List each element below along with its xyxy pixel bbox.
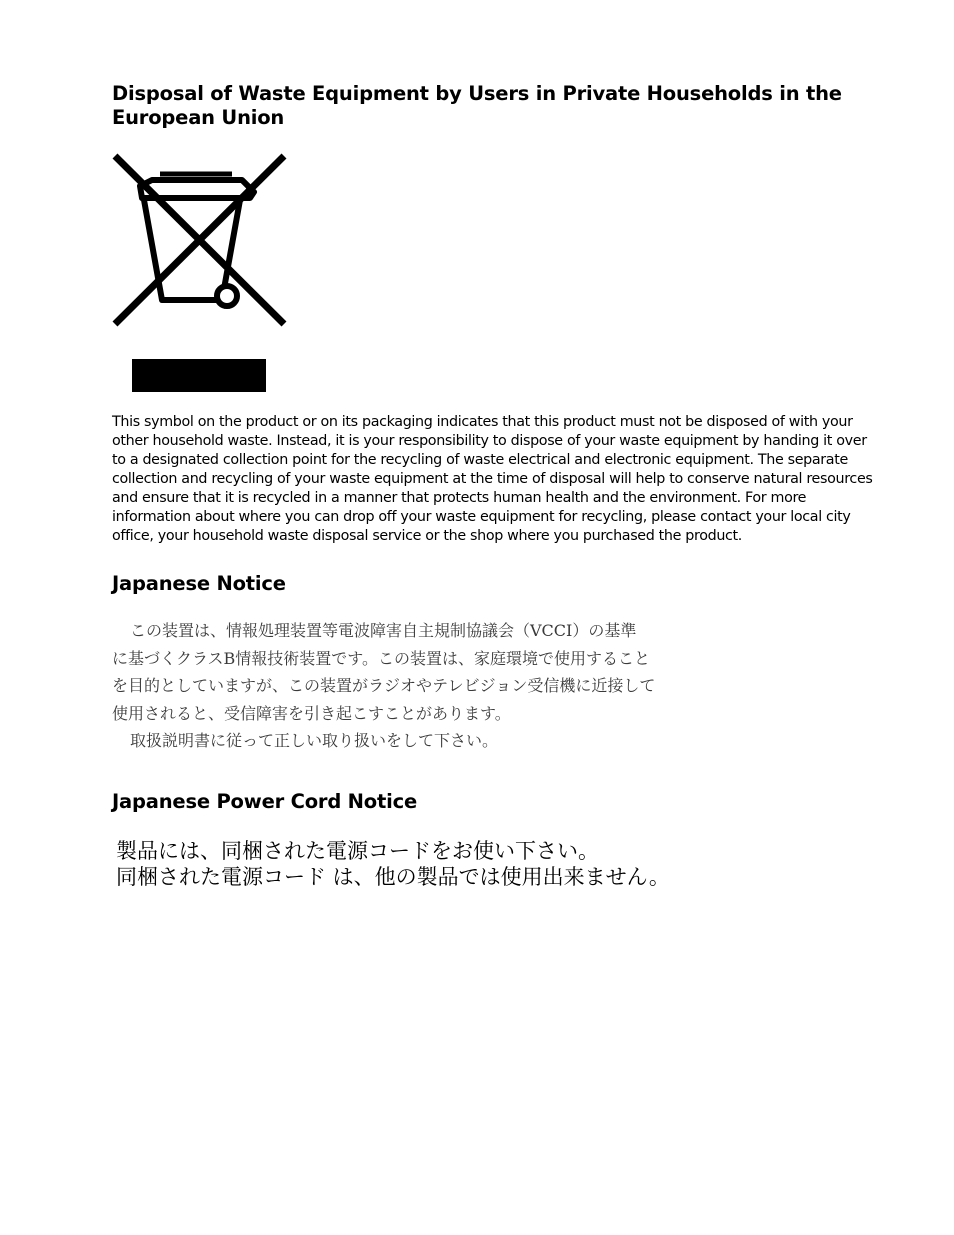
japanese-notice-text — [112, 617, 712, 755]
power-cord-notice-text — [116, 838, 670, 890]
jp-notice-line: 取扱説明書に従って正しい取り扱いをして下さい。 — [130, 731, 499, 750]
power-cord-notice-heading: Japanese Power Cord Notice — [112, 790, 417, 813]
power-cord-line: 製品には、同梱された電源コードをお使い下さい。 — [116, 839, 599, 863]
crossed-out-wheelie-bin-icon — [112, 150, 290, 396]
japanese-notice-heading: Japanese Notice — [112, 572, 286, 595]
jp-notice-line: 使用されると、受信障害を引き起こすことがあります。 — [112, 703, 511, 723]
power-cord-line: 同梱された電源コード は、他の製品では使用出来ません。 — [116, 865, 670, 889]
weee-body-text: This symbol on the product or on its packaging indicates that this product must not be disposed of with your other household waste. Instead, it is your responsibility to dispose of your waste equipment by handing it over to a designated collection point for the recycling of waste electrical and electronic equipment. The separate collection and recycling of your waste equipment at the time of disposal will help to conserve natural resources and ensure that it is recycled in a manner that protects human health and the environment. For more information about where you can drop off your waste equipment for recycling, please contact your local city office, your household waste disposal service or the shop where you purchased the product. — [112, 414, 873, 544]
jp-notice-line: に基づくクラスB情報技術装置です。この装置は、家庭環境で使用すること — [112, 648, 650, 668]
weee-heading: Disposal of Waste Equipment by Users in Private Households in the European Union — [112, 82, 842, 129]
jp-notice-line: を目的としていますが、この装置がラジオやテレビジョン受信機に近接して — [112, 676, 656, 695]
jp-notice-line: この装置は、情報処理装置等電波障害自主規制協議会（VCCI）の基準 — [130, 621, 637, 640]
